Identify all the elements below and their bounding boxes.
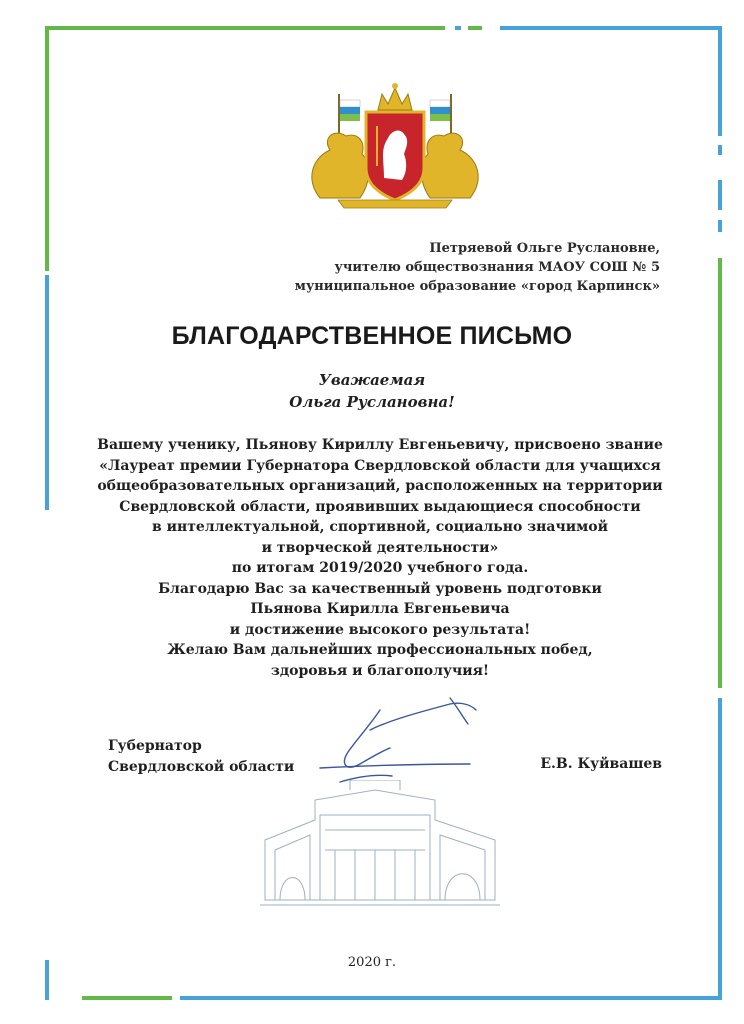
frame-right-blue-top xyxy=(718,26,722,136)
signer-position xyxy=(108,736,294,778)
frame-top-green xyxy=(45,26,445,30)
body-line: и достижение высокого результата! xyxy=(229,621,531,638)
frame-bottom-blue xyxy=(180,996,722,1000)
frame-right-dash-3 xyxy=(718,220,722,232)
body-line: Благодарю Вас за качественный уровень подготовки xyxy=(158,580,602,597)
addressee-line: муниципальное образование «город Карпинск» xyxy=(294,279,660,294)
letter-body xyxy=(80,435,680,681)
document-title: БЛАГОДАРСТВЕННОЕ ПИСЬМО xyxy=(171,322,573,350)
body-line: «Лауреат премии Губернатора Свердловской области для учащихся xyxy=(99,457,661,474)
building-watermark xyxy=(255,780,505,910)
document-date: 2020 г. xyxy=(347,955,397,970)
body-line: и творческой деятельности» xyxy=(261,539,499,556)
governor-signature xyxy=(300,690,500,790)
greeting-line: Ольга Руслановна! xyxy=(289,393,455,411)
body-line: по итогам 2019/2020 учебного года. xyxy=(231,560,529,576)
frame-bottom-green xyxy=(82,996,172,1000)
body-line: Свердловской области, проявивших выдающиеся способности xyxy=(119,498,641,515)
frame-left-green xyxy=(45,26,49,271)
body-line: Вашему ученику, Пьянову Кириллу Евгеньевичу, присвоено звание xyxy=(97,437,663,453)
addressee-line: учителю обществознания МАОУ СОШ № 5 xyxy=(334,260,660,275)
signer-position-line: Свердловской области xyxy=(108,759,295,775)
body-line: здоровья и благополучия! xyxy=(270,662,490,679)
frame-right-dash-1 xyxy=(718,145,722,155)
signer-name: Е.В. Куйвашев xyxy=(540,756,662,772)
frame-top-blue-dot xyxy=(455,26,461,30)
body-line: в интеллектуальной, спортивной, социально значимой xyxy=(151,519,609,535)
body-line: Желаю Вам дальнейших профессиональных побед, xyxy=(167,642,593,658)
addressee-block xyxy=(295,239,660,296)
body-line: общеобразовательных организаций, расположенных на территории xyxy=(97,478,663,494)
addressee-line: Петряевой Ольге Руслановне, xyxy=(429,241,660,256)
frame-top-blue xyxy=(500,26,720,30)
greeting-block xyxy=(0,369,744,413)
signer-position-line: Губернатор xyxy=(108,738,202,754)
body-line: Пьянова Кирилла Евгеньевича xyxy=(250,601,510,617)
greeting-line: Уважаемая xyxy=(318,371,426,389)
frame-top-green-dot xyxy=(468,26,482,30)
coat-of-arms-emblem xyxy=(300,80,490,210)
frame-right-dash-2 xyxy=(718,180,722,210)
frame-right-blue-bottom xyxy=(718,698,722,998)
